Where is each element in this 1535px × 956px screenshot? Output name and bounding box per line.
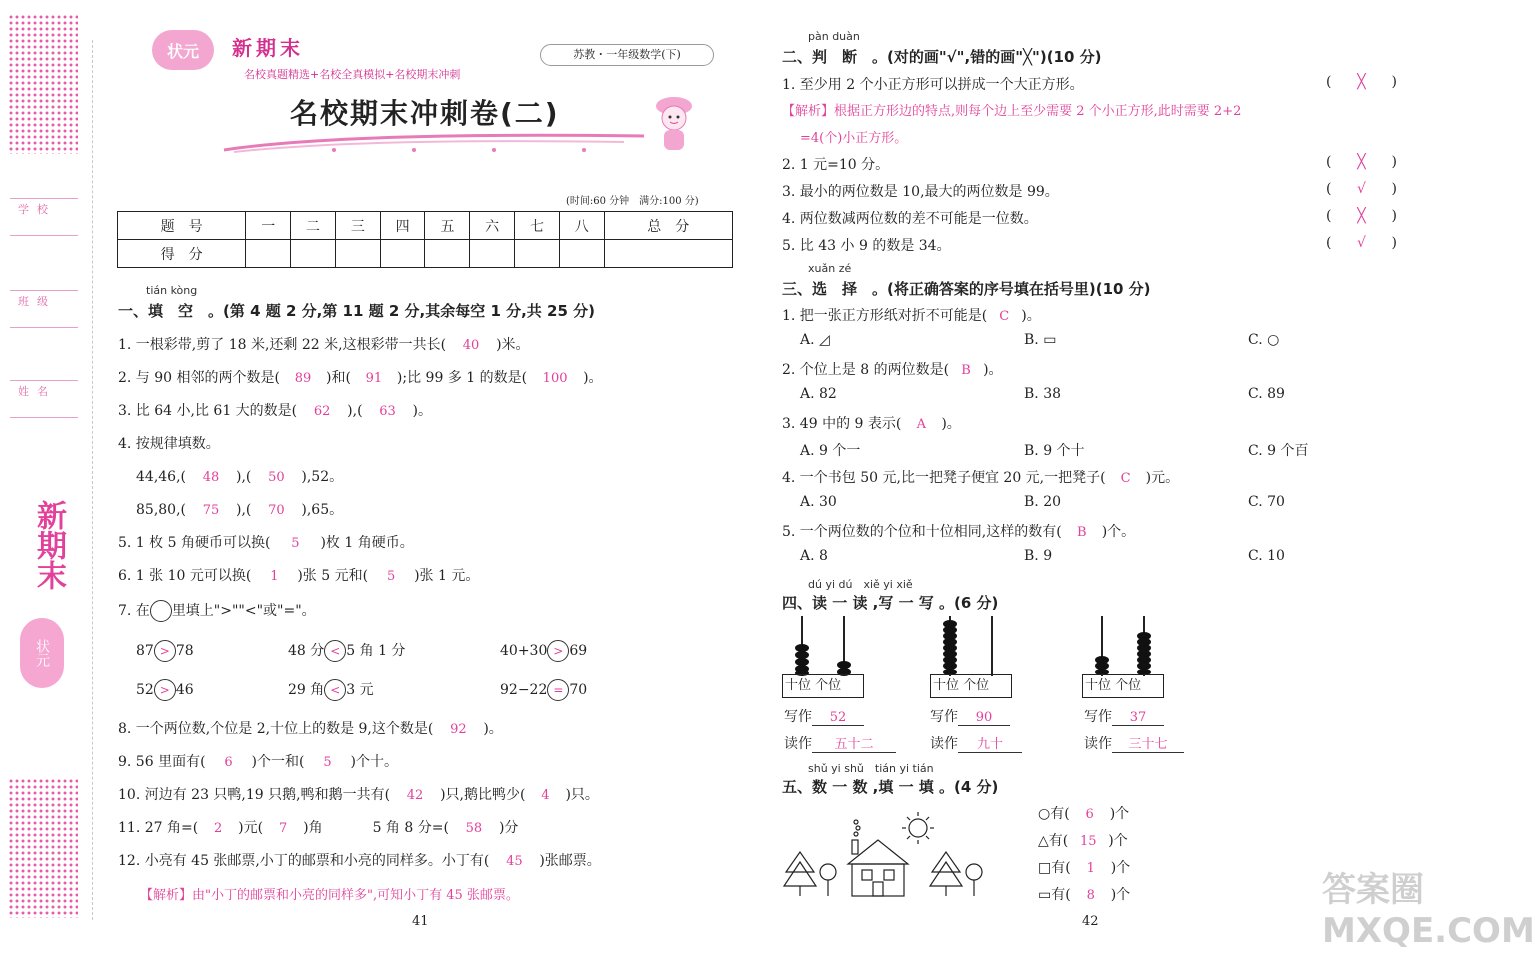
judge-mark: ( √ ) [1326,235,1397,251]
brand-logo: 状元 [152,30,214,70]
s2-pinyin: pàn duàn [808,30,860,43]
mascot-icon [648,92,700,158]
score-header: 六 [470,212,515,240]
q3: 3. 比 64 小,比 61 大的数是( 62 ),( 63 )。 [118,403,432,419]
judge-item: 5. 比 43 小 9 的数是 34。 [782,238,951,254]
q4-line1: 44,46,( 48 ),( 50 ),52。 [136,469,344,485]
choice-option: C. 10 [1248,548,1285,564]
choice-option: B. 9 个十 [1024,443,1085,459]
s4-pinyin: dú yi dú xiě yi xiě [808,578,913,591]
choice-option: B. 20 [1024,494,1062,510]
score-cell[interactable] [380,240,425,268]
compare-item: 87 > 78 [136,640,194,662]
score-cell[interactable] [515,240,560,268]
binding-line [92,40,93,920]
abacus-icon [930,616,1014,676]
count-item: ▭有( 8 )个 [1038,887,1131,903]
q4: 4. 按规律填数。 [118,436,220,452]
compare-item: 92−22 = 70 [500,679,587,701]
judge-item: 4. 两位数减两位数的差不可能是一位数。 [782,211,1038,227]
s2-title: 二、判 断 。(对的画"√",错的画"╳")(10 分) [782,48,1102,66]
compare-item: 29 角 < 3 元 [288,679,374,701]
side-brand: 新期末 [31,500,66,590]
q11: 11. 27 角=( 2 )元( 7 )角 5 角 8 分=( 58 )分 [118,820,519,836]
read-row: 读作 九十 [930,733,1022,753]
page-number-right: 42 [1082,914,1099,929]
q2: 2. 与 90 相邻的两个数是( 89 )和( 91 );比 99 多 1 的数是( 100 )。 [118,370,603,386]
abacus-icon [782,616,866,676]
s5-title: 五、数 一 数 ,填 一 填 。(4 分) [782,778,999,796]
s3-title: 三、选 择 。(将正确答案的序号填在括号里)(10 分) [782,280,1151,298]
choice-option: C. 9 个百 [1248,443,1309,459]
count-item: □有( 1 )个 [1038,860,1131,876]
choice-option: C. ○ [1248,332,1280,348]
q7: 7. 在 里填上">""<"或"="。 [118,600,316,622]
time-info: (时间:60 分钟 满分:100 分) [566,196,699,207]
dot-pattern-top [8,14,78,154]
q6: 6. 1 张 10 元可以换( 1 )张 5 元和( 5 )张 1 元。 [118,568,480,584]
write-row: 写作 52 [784,706,864,726]
score-cell[interactable] [470,240,515,268]
choice-q: 1. 把一张正方形纸对折不可能是( C )。 [782,308,1041,324]
choice-option: B. 38 [1024,386,1062,402]
score-header: 题 号 [118,212,246,240]
brand-name: 新期末 [232,36,304,60]
score-cell[interactable] [425,240,470,268]
q1: 1. 一根彩带,剪了 18 米,还剩 22 米,这根彩带一共长( 40 )米。 [118,337,530,353]
score-header: 总 分 [604,212,732,240]
score-header: 五 [425,212,470,240]
choice-option: A. ◿ [800,332,830,348]
circle-icon [150,600,172,622]
score-cell[interactable] [291,240,336,268]
count-item: ○有( 6 )个 [1038,806,1130,822]
place-value-label: 十位 个位 [1082,674,1164,698]
school-field: 学校 [10,198,78,236]
score-cell[interactable] [246,240,291,268]
write-row: 写作 90 [930,706,1010,726]
score-header: 三 [335,212,380,240]
class-field: 班级 [10,290,78,328]
s1-pinyin: tián kòng [146,284,198,297]
place-value-label: 十位 个位 [930,674,1012,698]
place-value-label: 十位 个位 [782,674,864,698]
score-header: 四 [380,212,425,240]
choice-option: A. 9 个一 [800,443,861,459]
choice-option: C. 89 [1248,386,1285,402]
choice-option: A. 82 [800,386,837,402]
count-item: △有( 15 )个 [1038,833,1128,849]
q10: 10. 河边有 23 只鸭,19 只鹅,鸭和鹅一共有( 42 )只,鹅比鸭少( 4 )只。 [118,787,599,803]
answer: 40 [462,338,480,353]
s4-title: 四、读 一 读 ,写 一 写 。(6 分) [782,594,999,612]
judge-mark: ( ╳ ) [1326,154,1397,170]
score-cell[interactable] [604,240,732,268]
title-swoosh [224,124,644,152]
choice-option: A. 8 [800,548,828,564]
q8: 8. 一个两位数,个位是 2,十位上的数是 9,这个数是( 92 )。 [118,721,503,737]
choice-q: 5. 一个两位数的个位和十位相同,这样的数有( B )个。 [782,524,1136,540]
judge-tip1: 【解析】根据正方形边的特点,则每个边上至少需要 2 个小正方形,此时需要 2+2 [782,104,1242,119]
judge-item: 3. 最小的两位数是 10,最大的两位数是 99。 [782,184,1059,200]
s3-pinyin: xuǎn zé [808,262,852,275]
watermark: 答案圈 MXQE.COM [1322,870,1535,951]
compare-item: 48 分 < 5 角 1 分 [288,640,405,662]
dot-pattern-bottom [8,778,78,918]
read-row: 读作 三十七 [1084,733,1184,753]
choice-option: C. 70 [1248,494,1285,510]
q12: 12. 小亮有 45 张邮票,小丁的邮票和小亮的同样多。小丁有( 45 )张邮票。 [118,853,601,869]
choice-q: 3. 49 中的 9 表示( A )。 [782,416,961,432]
q12-tip: 【解析】由"小丁的邮票和小亮的同样多",可知小丁有 45 张邮票。 [140,888,519,903]
q4-line2: 85,80,( 75 ),( 70 ),65。 [136,502,344,518]
score-cell[interactable] [559,240,604,268]
brand-tagline: 名校真题精选+名校全真模拟+名校期末冲刺 [244,68,461,81]
s5-pinyin: shǔ yi shǔ tián yi tián [808,762,934,775]
score-header: 八 [559,212,604,240]
q5: 5. 1 枚 5 角硬币可以换( 5 )枚 1 角硬币。 [118,535,414,551]
judge-item: 2. 1 元=10 分。 [782,157,890,173]
compare-item: 52 > 46 [136,679,194,701]
s1-title: 一、填 空 。(第 4 题 2 分,第 11 题 2 分,其余每空 1 分,共 25 分) [118,302,595,320]
shape-picture [780,806,990,902]
q9: 9. 56 里面有( 6 )个一和( 5 )个十。 [118,754,398,770]
choice-option: B. 9 [1024,548,1053,564]
choice-option: B. ▭ [1024,332,1057,348]
side-logo: 状元 [20,618,64,688]
choice-option: A. 30 [800,494,837,510]
choice-q: 2. 个位上是 8 的两位数是( B )。 [782,362,1003,378]
score-row-label: 得 分 [118,240,246,268]
read-row: 读作 五十二 [784,733,896,753]
write-row: 写作 37 [1084,706,1164,726]
judge-mark: ( ╳ ) [1326,208,1397,224]
grade-label: 苏教・一年级数学(下) [540,44,714,66]
score-table [117,211,733,268]
score-cell[interactable] [335,240,380,268]
judge-mark: ( √ ) [1326,181,1397,197]
name-field: 姓名 [10,380,78,418]
judge-item: 1. 至少用 2 个小正方形可以拼成一个大正方形。 [782,77,1084,93]
choice-q: 4. 一个书包 50 元,比一把凳子便宜 20 元,一把凳子( C )元。 [782,470,1180,486]
score-header: 二 [291,212,336,240]
score-header: 七 [515,212,560,240]
judge-tip2: =4(个)小正方形。 [800,131,908,146]
page-number-left: 41 [412,914,429,929]
page-title: 名校期末冲刺卷(二) [290,97,560,130]
compare-item: 40+30 > 69 [500,640,587,662]
score-header: 一 [246,212,291,240]
judge-mark: ( ╳ ) [1326,74,1397,90]
abacus-icon [1082,616,1166,676]
